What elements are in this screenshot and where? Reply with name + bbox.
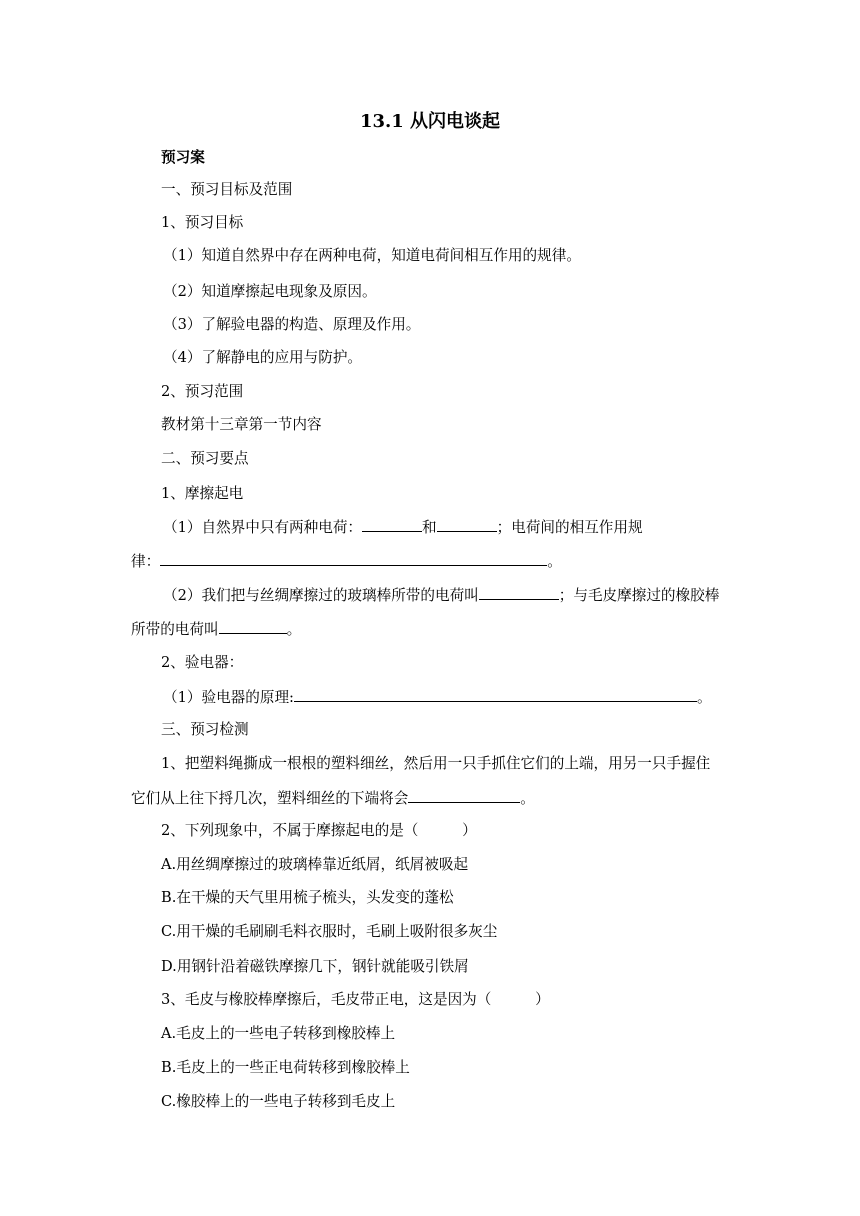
heading-electroscope: 2、验电器：	[161, 654, 244, 671]
question-2: 2、下列现象中，不属于摩擦起电的是（ ）	[161, 822, 477, 839]
text-segment: 律：	[131, 553, 161, 570]
scope-text: 教材第十三章第一节内容	[161, 416, 322, 433]
text-segment: （1）自然界中只有两种电荷：	[163, 519, 363, 536]
heading-friction-electrification: 1、摩擦起电	[161, 485, 244, 502]
question-3-option-b: B.毛皮上的一些正电荷转移到橡胶棒上	[161, 1059, 410, 1076]
fill-question-1-line-1	[163, 517, 643, 538]
heading-preview-goals: 1、预习目标	[161, 214, 244, 231]
answer-blank[interactable]	[437, 517, 497, 532]
question-2-option-d: D.用钢针沿着磁铁摩擦几下，钢针就能吸引铁屑	[161, 958, 469, 975]
question-3: 3、毛皮与橡胶棒摩擦后，毛皮带正电，这是因为（ ）	[161, 991, 550, 1008]
fill-question-2-line-2	[131, 619, 301, 640]
page-title: 13.1 从闪电谈起	[359, 111, 501, 132]
answer-blank[interactable]	[479, 585, 559, 600]
text-segment: 。	[286, 621, 302, 638]
text-segment: ；电荷间的相互作用规	[496, 519, 643, 536]
question-2-option-c: C.用干燥的毛刷刷毛料衣服时，毛刷上吸附很多灰尘	[161, 923, 498, 940]
text-segment: 。	[696, 689, 712, 706]
question-1-line-2	[131, 788, 535, 809]
section-preview-case: 预习案	[161, 149, 205, 166]
answer-blank[interactable]	[219, 619, 287, 634]
question-3-option-c: C.橡胶棒上的一些电子转移到毛皮上	[161, 1093, 396, 1110]
heading-preview-goals-scope: 一、预习目标及范围	[161, 181, 293, 198]
text-segment: （1）验电器的原理:	[163, 689, 294, 706]
answer-blank[interactable]	[294, 687, 697, 702]
fill-question-3	[163, 687, 712, 708]
text-segment: ；与毛皮摩擦过的橡胶棒	[558, 587, 720, 604]
text-segment: 。	[520, 790, 535, 807]
answer-blank[interactable]	[362, 517, 422, 532]
text-segment: 它们从上往下捋几次，塑料细丝的下端将会	[131, 790, 409, 807]
answer-blank[interactable]	[160, 551, 547, 566]
fill-question-1-line-2	[131, 551, 562, 572]
question-2-option-a: A.用丝绸摩擦过的玻璃棒靠近纸屑，纸屑被吸起	[161, 856, 469, 873]
heading-key-points: 二、预习要点	[161, 450, 249, 467]
answer-blank[interactable]	[408, 788, 520, 803]
text-segment: 所带的电荷叫	[131, 621, 219, 638]
text-segment: （2）我们把与丝绸摩擦过的玻璃棒所带的电荷叫	[163, 587, 479, 604]
goal-item-3: （3）了解验电器的构造、原理及作用。	[163, 316, 421, 333]
question-1-line-1: 1、把塑料绳撕成一根根的塑料细丝，然后用一只手抓住它们的上端，用另一只手握住	[161, 755, 711, 772]
heading-preview-check: 三、预习检测	[161, 721, 249, 738]
heading-preview-scope: 2、预习范围	[161, 383, 244, 400]
goal-item-4: （4）了解静电的应用与防护。	[163, 349, 363, 366]
text-segment: 。	[547, 553, 562, 570]
question-3-option-a: A.毛皮上的一些电子转移到橡胶棒上	[161, 1025, 396, 1042]
question-2-option-b: B.在干燥的天气里用梳子梳头，头发变的蓬松	[161, 889, 454, 906]
fill-question-2-line-1	[163, 585, 719, 606]
goal-item-1: （1）知道自然界中存在两种电荷，知道电荷间相互作用的规律。	[163, 247, 581, 264]
goal-item-2: （2）知道摩擦起电现象及原因。	[163, 283, 377, 300]
text-segment: 和	[422, 519, 437, 536]
